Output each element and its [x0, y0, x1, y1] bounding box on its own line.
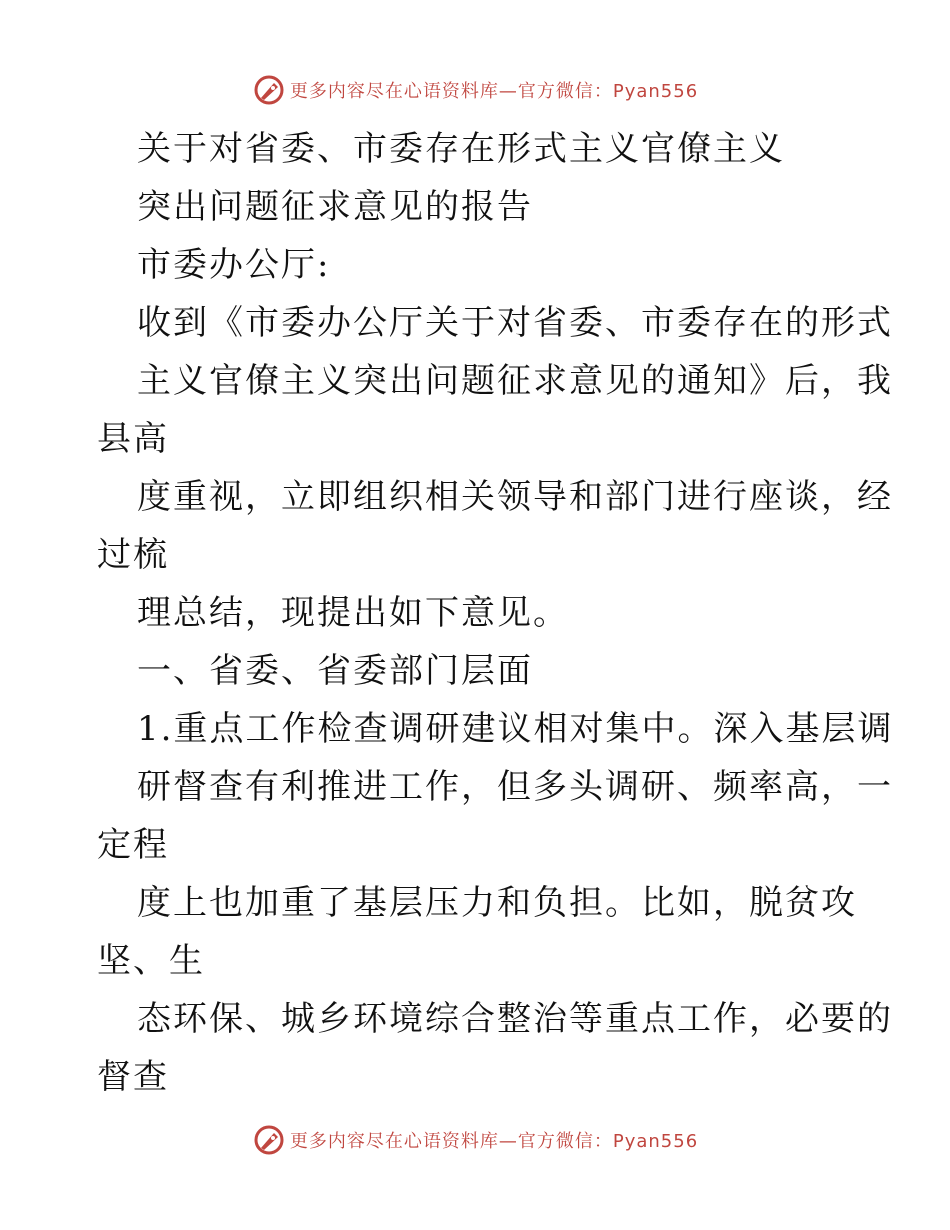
title-line-1: 关于对省委、市委存在形式主义官僚主义: [137, 129, 785, 169]
paragraph-line: 督查: [97, 1057, 169, 1097]
document-body: [97, 120, 894, 1106]
paragraph-line: 主义官僚主义突出问题征求意见的通知》后，我: [137, 361, 893, 401]
pen-nib-logo-icon: [252, 1123, 286, 1157]
section-heading: 一、省委、省委部门层面: [137, 651, 533, 691]
header-watermark: [0, 70, 950, 110]
salutation: 市委办公厅:: [137, 245, 331, 285]
header-watermark-text: 更多内容尽在心语资料库—官方微信：Pyan556: [289, 81, 699, 102]
paragraph-line: 态环保、城乡环境综合整治等重点工作，必要的: [137, 999, 893, 1039]
paragraph-line: 坚、生: [97, 941, 205, 981]
paragraph-line: 1.重点工作检查调研建议相对集中。深入基层调: [137, 709, 894, 749]
paragraph-line: 收到《市委办公厅关于对省委、市委存在的形式: [137, 303, 893, 343]
paragraph-line: 度上也加重了基层压力和负担。比如，脱贫攻: [137, 883, 857, 923]
paragraph-line: 理总结，现提出如下意见。: [137, 593, 569, 633]
pen-nib-logo-icon: [252, 73, 286, 107]
paragraph-line: 县高: [97, 419, 169, 459]
paragraph-line: 过梳: [97, 535, 169, 575]
footer-watermark-text: 更多内容尽在心语资料库—官方微信：Pyan556: [289, 1131, 699, 1152]
paragraph-line: 度重视，立即组织相关领导和部门进行座谈，经: [137, 477, 893, 517]
paragraph-line: 定程: [97, 825, 169, 865]
footer-watermark: [0, 1120, 950, 1160]
title-line-2: 突出问题征求意见的报告: [137, 187, 533, 227]
paragraph-line: 研督查有利推进工作，但多头调研、频率高，一: [137, 767, 893, 807]
